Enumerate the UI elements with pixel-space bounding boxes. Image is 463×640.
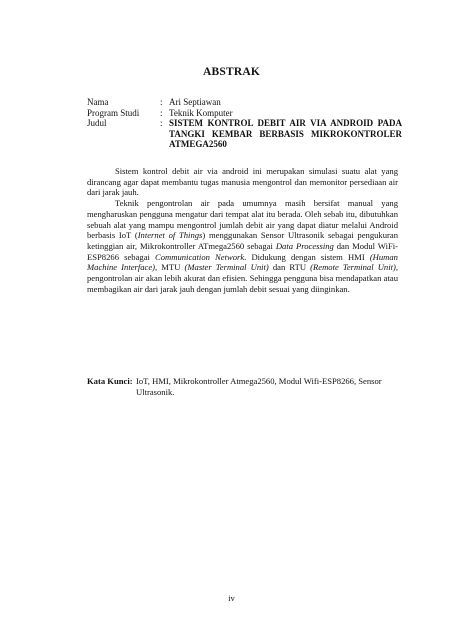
paragraph-2-text: dan Modul WiFi-ESP8266 sebagai	[87, 240, 398, 262]
meta-label-judul: Judul	[87, 118, 107, 128]
page-title: ABSTRAK	[203, 66, 260, 78]
meta-value-program-studi: Teknik Komputer	[169, 107, 233, 118]
term-rtu: (Remote Terminal Unit),	[310, 262, 398, 273]
term-mtu: (Master Terminal Unit)	[184, 262, 269, 273]
keywords-block	[87, 376, 402, 397]
paragraph-2-text: ) menggunakan Sensor Ultrasonik sebagai pengukuran ketinggian air, Mikrokontroller ATmega2560 sebagai	[87, 230, 398, 251]
page-number: iv	[228, 593, 235, 603]
meta-colon: :	[160, 107, 163, 118]
paragraph-2-text: pengontrolan air akan lebih akurat dan efisien. Sehingga pengguna bisa mendapatkan atau membagikan air dari jarak jauh dengan jumlah debit sesuai yang diinginkan.	[87, 273, 398, 294]
paragraph-2-text: . Didukung dengan sistem HMI	[244, 251, 370, 262]
meta-colon: :	[160, 118, 163, 128]
paragraph-2-text: dan RTU	[268, 262, 311, 273]
term-iot-expansion: Internet of Things	[137, 230, 203, 241]
paragraph-2	[87, 198, 398, 294]
meta-value-judul: SISTEM KONTROL DEBIT AIR VIA ANDROID PADA TANGKI KEMBAR BERBASIS MIKROKONTROLER ATMEGA2560	[169, 118, 402, 149]
meta-row-program-studi	[87, 108, 402, 119]
meta-colon: :	[160, 97, 163, 107]
metadata-block	[87, 97, 402, 150]
keywords-label: Kata Kunci:	[87, 376, 133, 386]
paragraph-1: Sistem kontrol debit air via android ini merupakan simulasi suatu alat yang dirancang agar dapat membantu tugas manusia mengontrol dan memonitor persediaan air dari jarak jauh.	[87, 166, 398, 198]
meta-value-nama: Ari Septiawan	[169, 97, 221, 107]
term-communication-network: Communication Network	[155, 251, 245, 262]
term-hmi: (Human Machine Interface),	[87, 251, 398, 273]
meta-label-nama: Nama	[87, 97, 109, 107]
abstract-body	[87, 166, 398, 294]
meta-row-nama	[87, 97, 402, 108]
paragraph-2-text: MTU	[157, 262, 185, 273]
meta-label-program-studi: Program Studi	[87, 107, 140, 118]
paragraph-2-text: Teknik pengontrolan air pada umumnya masih bersifat manual yang mengharuskan pengguna mengatur dari tempat alat itu berada. Oleh sebab itu, dibutuhkan sebuah alat yang mampu mengontrol jumlah debit air yang dapat diatur melalui Android berbasis IoT (	[87, 198, 398, 241]
term-data-processing: Data Processing	[275, 240, 334, 251]
keywords-text: IoT, HMI, Mikrokontroller Atmega2560, Modul Wifi-ESP8266, Sensor Ultrasonik.	[136, 376, 382, 397]
meta-row-judul	[87, 118, 402, 150]
